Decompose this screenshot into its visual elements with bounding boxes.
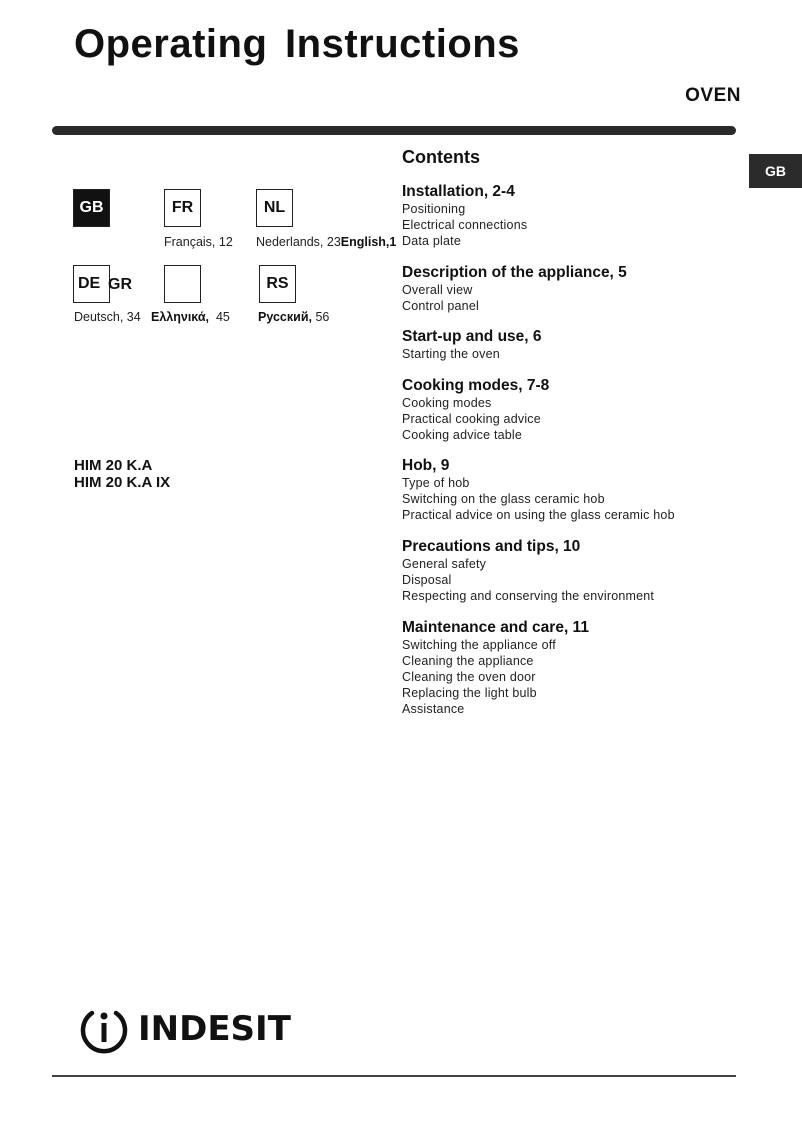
section-heading[interactable]: Precautions and tips, 10 <box>402 538 581 555</box>
section-item[interactable]: Switching on the glass ceramic hob <box>402 492 605 506</box>
language-caption-fr-text: Français, 12 <box>164 235 233 249</box>
brand-logo-text: INDESIT <box>138 1009 291 1049</box>
section-item[interactable]: Starting the oven <box>402 347 500 361</box>
language-caption-rs-bold: Русский, <box>258 310 312 324</box>
section-heading[interactable]: Start-up and use, 6 <box>402 328 542 345</box>
contents-section-description <box>402 263 627 314</box>
language-side-tab: GB <box>749 154 802 188</box>
section-heading[interactable]: Hob, 9 <box>402 457 450 474</box>
model-name: HIM 20 K.A <box>74 457 153 474</box>
section-item[interactable]: Positioning <box>402 202 466 216</box>
language-box-gb[interactable]: GB <box>73 189 110 227</box>
language-caption-rs-text: 56 <box>315 310 330 324</box>
language-box-de[interactable]: DE <box>73 265 110 303</box>
section-item[interactable]: Assistance <box>402 702 465 716</box>
section-item[interactable]: Switching the appliance off <box>402 638 556 652</box>
language-box-fr[interactable]: FR <box>164 189 201 227</box>
section-item[interactable]: Data plate <box>402 234 461 248</box>
header-divider <box>52 126 736 135</box>
page-title: Operating Instructions <box>74 22 520 66</box>
section-item[interactable]: Replacing the light bulb <box>402 686 537 700</box>
language-caption-de-text: Deutsch, 34 <box>74 310 141 324</box>
section-item[interactable]: Type of hob <box>402 476 470 490</box>
contents-title: Contents <box>402 147 480 167</box>
language-caption-gb-text: English,1 <box>340 235 397 249</box>
language-caption-nl-text: Nederlands, 23 <box>256 235 341 249</box>
language-caption-nl <box>256 235 396 249</box>
section-heading[interactable]: Cooking modes, 7-8 <box>402 377 550 394</box>
contents-section-installation <box>402 182 527 249</box>
language-box-rs[interactable]: RS <box>259 265 296 303</box>
section-item[interactable]: Cooking advice table <box>402 428 523 442</box>
indesit-power-icon <box>78 1003 130 1055</box>
section-item[interactable]: Electrical connections <box>402 218 528 232</box>
section-heading[interactable]: Installation, 2-4 <box>402 183 515 200</box>
footer-divider <box>52 1075 736 1077</box>
section-item[interactable]: Cooking modes <box>402 396 492 410</box>
section-heading[interactable]: Maintenance and care, 11 <box>402 619 589 636</box>
section-heading[interactable]: Description of the appliance, 5 <box>402 264 627 281</box>
model-name: HIM 20 K.A IX <box>74 474 171 491</box>
section-item[interactable]: Cleaning the oven door <box>402 670 536 684</box>
contents-section-cooking-modes <box>402 376 549 443</box>
language-box-gr[interactable] <box>164 265 201 303</box>
language-caption-gr <box>151 310 230 324</box>
language-caption-de <box>74 310 141 324</box>
language-caption-gr-bold: Ελληνικά, <box>151 310 210 324</box>
contents-section-hob <box>402 456 675 523</box>
section-item[interactable]: General safety <box>402 557 487 571</box>
section-item[interactable]: Cleaning the appliance <box>402 654 534 668</box>
section-item[interactable]: Disposal <box>402 573 452 587</box>
section-item[interactable]: Respecting and conserving the environment <box>402 589 655 603</box>
section-item[interactable]: Practical advice on using the glass ceramic hob <box>402 508 675 522</box>
language-caption-fr <box>164 235 233 249</box>
language-box-nl[interactable]: NL <box>256 189 293 227</box>
section-item[interactable]: Overall view <box>402 283 473 297</box>
contents-section-startup <box>402 327 542 362</box>
section-item[interactable]: Practical cooking advice <box>402 412 541 426</box>
language-caption-rs <box>258 310 329 324</box>
language-caption-gr-text: 45 <box>215 310 230 324</box>
contents-section-maintenance <box>402 618 589 717</box>
language-code-gr[interactable]: GR <box>108 276 132 293</box>
brand-logo <box>78 1003 291 1055</box>
section-item[interactable]: Control panel <box>402 299 479 313</box>
contents-section-precautions <box>402 537 654 604</box>
product-type-label: OVEN <box>685 85 741 106</box>
